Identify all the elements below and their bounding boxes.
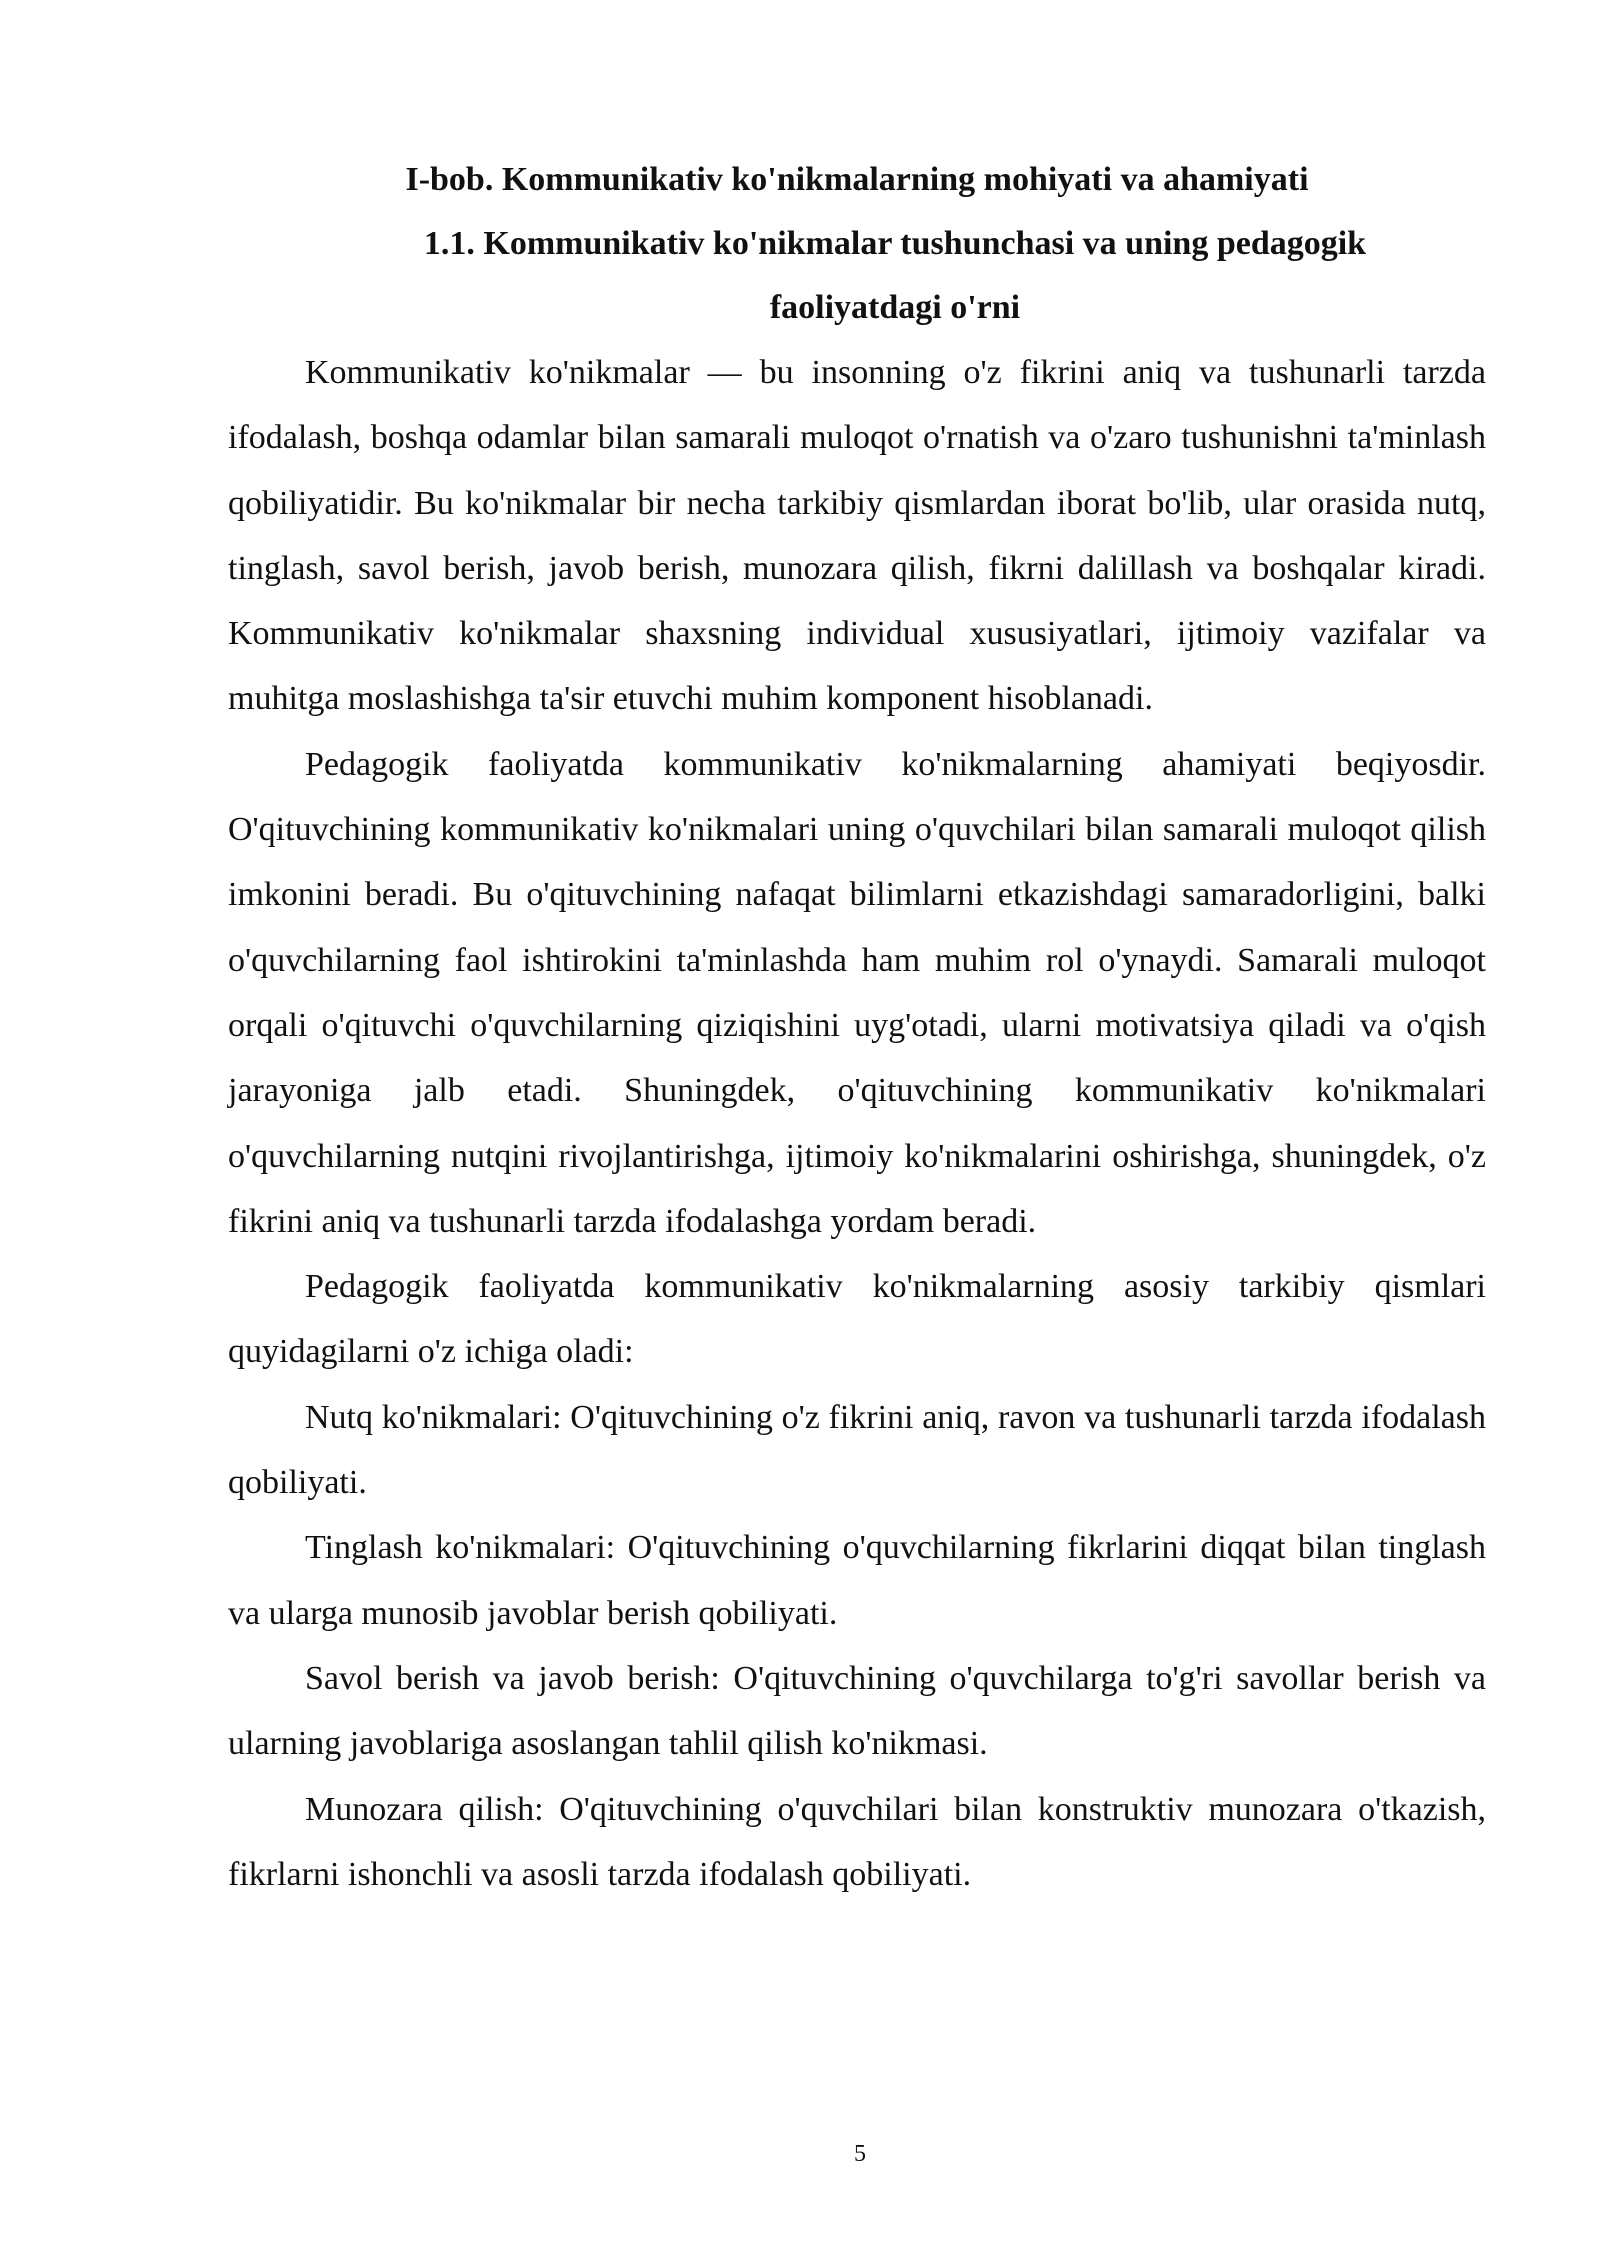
paragraph-pedagogical-importance: Pedagogik faoliyatda kommunikativ ko'nikmalarning ahamiyati beqiyosdir. O'qituvchining kommunikativ ko'nikmalari uning o'quvchilari bilan samarali muloqot qilish imkonini beradi. Bu o'qituvchining nafaqat bilimlarni etkazishdagi samaradorligini, balki o'quvchilarning faol ishtirokini ta'minlashda ham muhim rol o'ynaydi. Samarali muloqot orqali o'qituvchi o'quvchilarning qiziqishini uyg'otadi, ularni motivatsiya qiladi va o'qish jarayoniga jalb etadi. Shuningdek, o'qituvchining kommunikativ ko'nikmalari o'quvchilarning nutqini rivojlantirishga, ijtimoiy ko'nikmalarini oshirishga, shuningdek, o'z fikrini aniq va tushunarli tarzda ifodalashga yordam beradi.	[228, 745, 1486, 1240]
page-number: 5	[854, 2141, 866, 2167]
document-page	[228, 148, 1486, 1907]
paragraph-definition: Kommunikativ ko'nikmalar — bu insonning o'z fikrini aniq va tushunarli tarzda ifodalash, boshqa odamlar bilan samarali muloqot o'rnatish va o'zaro tushunishni ta'minlash qobiliyatidir. Bu ko'nikmalar bir necha tarkibiy qismlardan iborat bo'lib, ular orasida nutq, tinglash, savol berish, javob berish, munozara qilish, fikrni dalillash va boshqalar kiradi. Kommunikativ ko'nikmalar shaxsning individual xususiyatlari, ijtimoiy vazifalar va muhitga moslashishga ta'sir etuvchi muhim komponent hisoblanadi.	[228, 354, 1486, 718]
paragraph-speech-skills: Nutq ko'nikmalari: O'qituvchining o'z fikrini aniq, ravon va tushunarli tarzda ifodalash qobiliyati.	[228, 1398, 1486, 1502]
chapter-title: I-bob. Kommunikativ ko'nikmalarning mohiyati va ahamiyati	[405, 161, 1309, 198]
paragraph-components-intro: Pedagogik faoliyatda kommunikativ ko'nikmalarning asosiy tarkibiy qismlari quyidagilarni o'z ichiga oladi:	[228, 1268, 1486, 1371]
paragraph-discussion-skills: Munozara qilish: O'qituvchining o'quvchilari bilan konstruktiv munozara o'tkazish, fikrlarni ishonchli va asosli tarzda ifodalash qobiliyati.	[228, 1790, 1486, 1893]
paragraph-listening-skills: Tinglash ko'nikmalari: O'qituvchining o'quvchilarning fikrlarini diqqat bilan tinglash va ularga munosib javoblar berish qobiliyati.	[228, 1529, 1486, 1632]
paragraph-questioning-skills: Savol berish va javob berish: O'qituvchining o'quvchilarga to'g'ri savollar berish va ularning javoblariga asoslangan tahlil qilish ko'nikmasi.	[228, 1659, 1486, 1763]
section-title: 1.1. Kommunikativ ko'nikmalar tushunchasi va uning pedagogik faoliyatdagi o'rni	[423, 225, 1367, 326]
